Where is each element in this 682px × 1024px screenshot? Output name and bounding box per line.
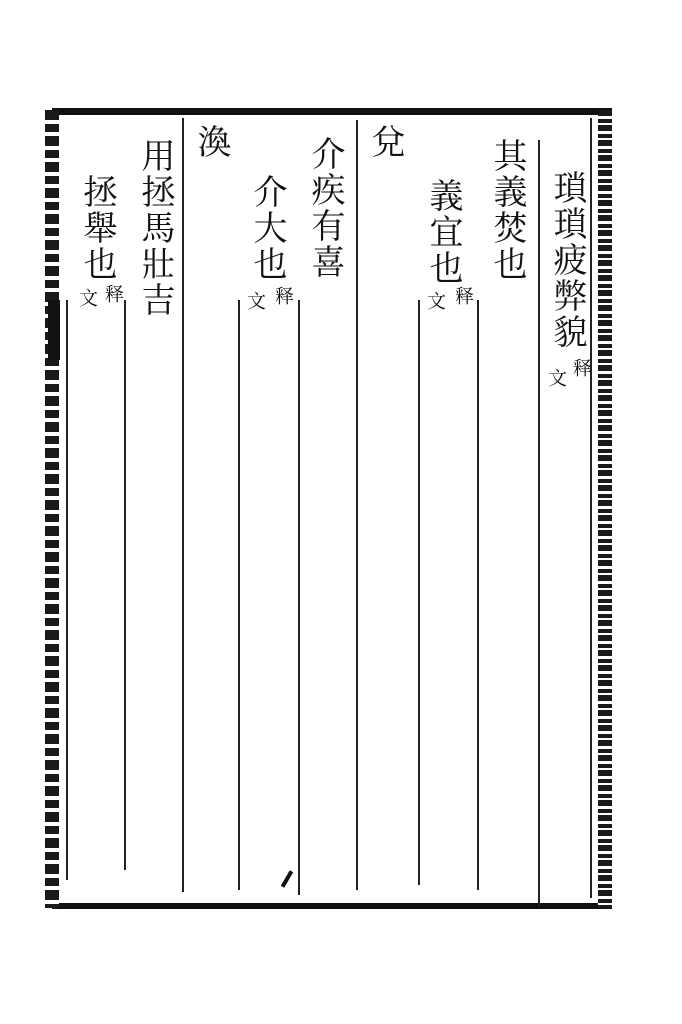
column-rule	[477, 300, 479, 890]
text-column-main: 渙	[191, 124, 231, 160]
column-rule	[66, 300, 68, 880]
column-rule	[182, 118, 184, 892]
decorative-mark	[48, 300, 60, 360]
annotation-label: 文	[244, 290, 266, 310]
text-column-main: 介疾有喜	[305, 136, 345, 280]
frame-bottom-border	[52, 903, 612, 909]
text-column-main: 其義焚也	[487, 138, 527, 282]
frame-right-border	[598, 110, 612, 908]
text-column-main: 兌	[365, 124, 405, 160]
text-column-main: 拯舉也	[77, 174, 117, 282]
column-rule	[418, 300, 420, 885]
column-rule	[538, 140, 540, 906]
annotation-label: 释	[452, 285, 474, 305]
frame-top-border	[52, 108, 612, 115]
text-column-main: 義宜也	[423, 178, 463, 286]
text-column-main: 用拯馬壯吉	[135, 138, 175, 318]
frame-left-border	[45, 110, 59, 908]
annotation-label: 释	[272, 285, 294, 305]
text-column-main: 瑣瑣疲弊貌	[547, 170, 587, 350]
annotation-label: 文	[76, 287, 98, 307]
text-column-main: 介大也	[247, 174, 287, 282]
annotation-label: 释	[570, 357, 592, 377]
annotation-label: 释	[102, 283, 124, 303]
column-rule	[238, 300, 240, 890]
column-rule	[124, 300, 126, 870]
column-rule	[356, 120, 358, 890]
decorative-mark	[281, 870, 293, 888]
column-rule	[298, 300, 300, 895]
column-rule	[590, 118, 592, 898]
annotation-label: 文	[545, 367, 567, 387]
annotation-label: 文	[424, 290, 446, 310]
